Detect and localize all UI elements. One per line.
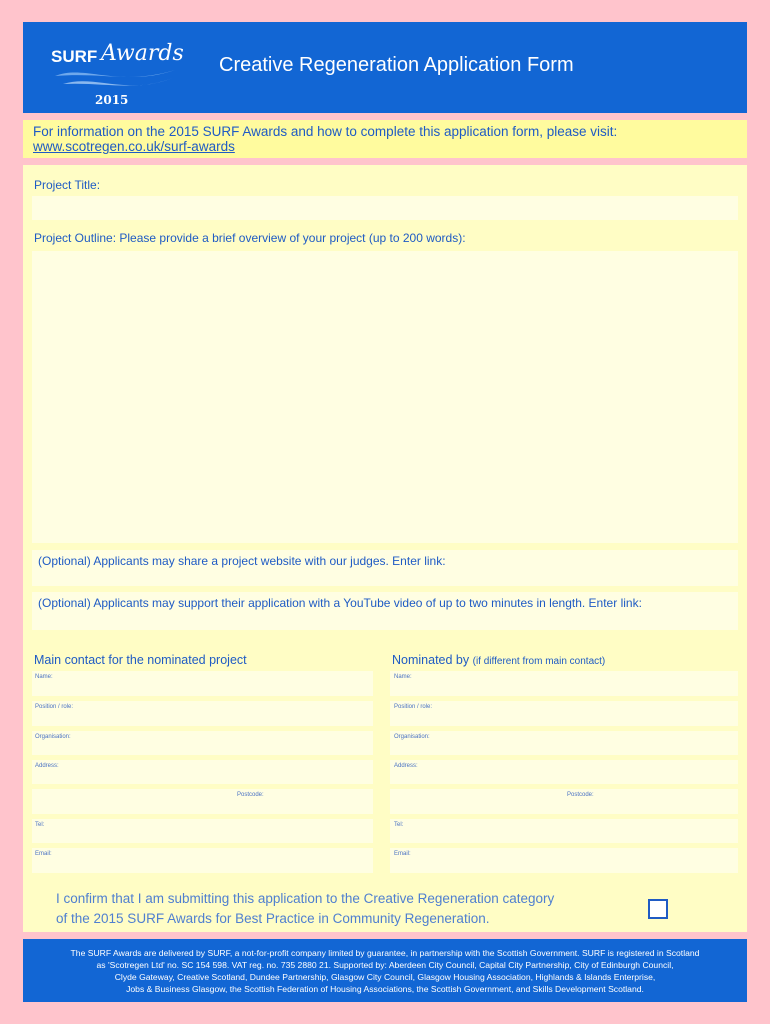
main-contact-name-label: Name: [35,674,53,680]
main-contact-email-label: Email: [35,851,52,857]
form-header [23,22,747,113]
footer-line-3: Clyde Gateway, Creative Scotland, Dundee Partnership, Glasgow City Council, Glasgow Housing Association, Highlands & Islands Enterprise, [114,972,656,982]
nominator-position-label: Position / role: [394,704,433,710]
confirm-line-1: I confirm that I am submitting this application to the Creative Regeneration category [56,891,555,906]
nominated-by-title: Nominated by [392,653,470,667]
nominator-address-field[interactable] [390,760,738,784]
project-website-label: (Optional) Applicants may share a project website with our judges. Enter link: [38,554,446,568]
info-text: For information on the 2015 SURF Awards and how to complete this application form, please visit: [33,124,618,139]
main-contact-address-line2-field[interactable] [32,789,373,814]
project-outline-field[interactable] [32,251,738,543]
footer-line-2: as 'Scotregen Ltd' no. SC 154 598. VAT reg. no. 735 2880 21. Supported by: Aberdeen City Council, Capital City Partnership, City of Edinburgh Council, [96,960,674,970]
project-title-field[interactable] [32,196,738,220]
nominated-by-heading [392,653,605,667]
project-outline-label: Project Outline: Please provide a brief overview of your project (up to 200 words): [34,231,466,245]
main-contact-position-field[interactable] [32,701,373,726]
main-contact-tel-label: Tel: [35,822,45,828]
nominator-tel-label: Tel: [394,822,404,828]
nominator-name-label: Name: [394,674,412,680]
form-title: Creative Regeneration Application Form [219,54,574,76]
footer [23,939,747,1002]
application-form [23,165,747,932]
youtube-video-label: (Optional) Applicants may support their application with a YouTube video of up to two minutes in length. Enter link: [38,596,642,610]
main-contact-postcode-label: Postcode: [237,792,264,798]
info-banner [23,120,747,158]
confirm-line-2: of the 2015 SURF Awards for Best Practice in Community Regeneration. [56,911,490,926]
main-contact-position-label: Position / role: [35,704,74,710]
surf-awards-logo [45,26,185,110]
nominated-by-subtitle: (if different from main contact) [472,656,606,667]
nominator-email-label: Email: [394,851,411,857]
footer-line-4: Jobs & Business Glasgow, the Scottish Federation of Housing Associations, the Scottish Government, and Skills Development Scotland. [126,984,644,994]
confirm-checkbox[interactable] [648,899,668,919]
main-contact-heading: Main contact for the nominated project [34,653,247,667]
project-title-label: Project Title: [34,178,101,192]
main-contact-address-field[interactable] [32,760,373,784]
main-contact-organisation-label: Organisation: [35,734,71,740]
logo-word: Awards [101,41,184,66]
nominator-organisation-label: Organisation: [394,734,430,740]
nominator-email-field[interactable] [390,848,738,873]
nominator-organisation-field[interactable] [390,731,738,755]
main-contact-tel-field[interactable] [32,819,373,843]
nominator-tel-field[interactable] [390,819,738,843]
main-contact-organisation-field[interactable] [32,731,373,755]
main-contact-name-field[interactable] [32,671,373,696]
nominator-name-field[interactable] [390,671,738,696]
footer-line-1: The SURF Awards are delivered by SURF, a not-for-profit company limited by guarantee, in partnership with the Scottish Government. SURF is registered in Scotland [70,948,700,958]
info-link[interactable]: www.scotregen.co.uk/surf-awards [33,139,235,154]
logo-brand: SURF [51,47,98,66]
main-contact-address-label: Address: [35,763,59,769]
confirm-statement [56,889,554,929]
nominator-position-field[interactable] [390,701,738,726]
nominator-address-label: Address: [394,763,418,769]
nominator-postcode-label: Postcode: [567,792,594,798]
main-contact-email-field[interactable] [32,848,373,873]
logo-year: 2015 [95,93,129,107]
nominator-address-line2-field[interactable] [390,789,738,814]
